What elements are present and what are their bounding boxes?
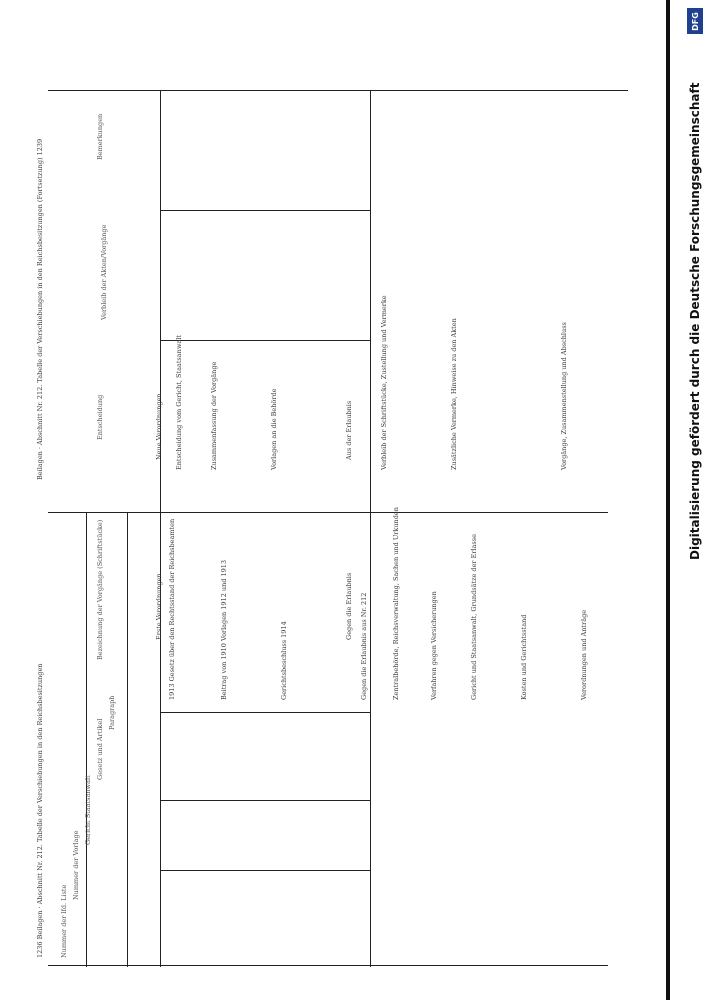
body-text-line: Beitrag von 1910 Vorlagen 1912 und 1913 [220,559,228,700]
section-title: Erste Verordnungen [155,573,163,640]
body-text-line: Gerichtsbeschluss 1914 [280,621,288,700]
table-rule [370,512,371,967]
column-header: Gesetz und Artikel [96,718,104,780]
table-top-rule [48,512,608,513]
table-rule [160,712,370,713]
column-header: Paragraph [108,695,116,730]
table-rule [370,90,371,512]
table-rule [160,210,370,211]
table-rule [86,512,87,967]
left-page-header: 1236 Beilagen · Abschnitt Nr. 212. Tabelle der Verschiebungen in den Reichsbesitzungen [36,663,44,958]
column-header: Nummer der lfd. Liste [60,884,68,958]
body-text-line: Entscheidung vom Gericht, Staatsanwalt [175,335,183,470]
body-text-line: Vorlagen an die Behörde [270,388,278,470]
column-header: Bemerkungen [96,113,104,160]
page-edge-shadow [666,0,670,1000]
body-text-line: Gegen die Erlaubnis aus Nr. 212 [360,592,368,700]
column-header: Entscheidung [96,394,104,440]
table-rule [160,340,370,341]
body-text-line: Kosten und Gerichtsstand [520,614,528,700]
body-text-line: Zusammenfassung der Vorgänge [210,361,218,470]
body-text-line: Zentralbehörde, Reichsverwaltung, Sachen und Urkunden [392,507,400,700]
body-text-line: Verbleib der Schriftstücke, Zustellung und Vermerke [380,295,388,470]
table-rule [127,512,128,967]
body-text-line: Zusätzliche Vermerke, Hinweise zu den Akten [450,318,458,470]
table-rule [48,965,608,966]
section-title: Aus der Erlaubnis [345,400,353,460]
column-header: Gericht Staatsanwalt [84,775,92,845]
body-text-line: Verordnungen und Anträge [580,609,588,700]
column-header: Nummer der Vorlage [72,830,80,900]
funding-credit: Digitalisierung gefördert durch die Deutsche Forschungsgemeinschaft [688,82,702,560]
column-header: Bezeichnung der Vorgänge (Schriftstücke) [96,519,104,660]
table-top-rule [48,90,628,91]
section-title: Gegen die Erlaubnis [345,572,353,640]
column-header: Verbleib der Akten/Vorgänge [100,224,108,320]
right-page-header: Beilagen · Abschnitt Nr. 212. Tabelle der Verschiebungen in den Reichsbesitzungen (Fortsetzung) 1239 [36,138,44,480]
dfg-logo: DFG [687,8,703,34]
table-rule [160,800,370,801]
table-rule [160,870,370,871]
body-text-line: Vorgänge, Zusammenstellung und Abschluss [560,322,568,470]
section-title: Neue Verordnungen [155,393,163,460]
body-text-line: Verfahren gegen Versicherungen [430,591,438,700]
body-text-line: Gericht und Staatsanwalt, Grundsätze der Erlasse [470,534,478,700]
body-text-line: 1913 Gesetz über den Rechtsstand der Reichsbeamten [168,518,176,700]
